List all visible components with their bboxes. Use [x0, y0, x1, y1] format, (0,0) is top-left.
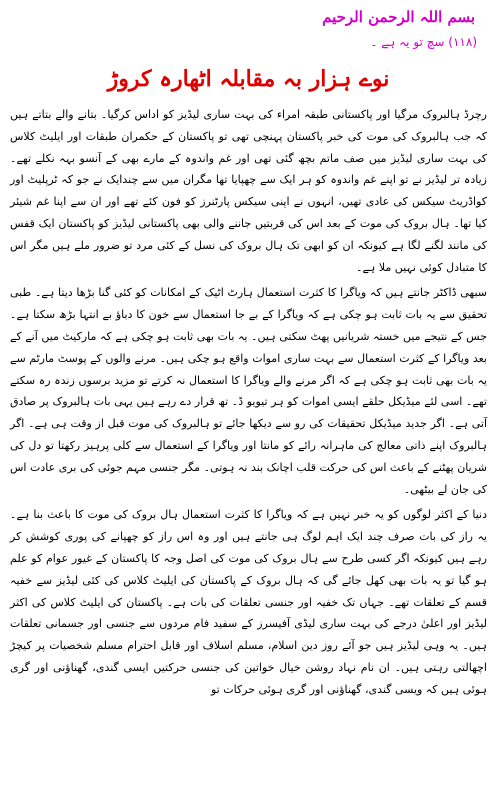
basmala: بسم اللہ الرحمن الرحیم	[322, 8, 475, 26]
paragraph-2: سبھی ڈاکٹر جانتے ہیں کہ ویاگرا کا کثرت استعمال ہارٹ اٹیک کے امکانات کو کئی گنا بڑھا دیتا ہے۔ طبی تحقیق سے یہ بات ثابت ہو چکی ہے کہ ویاگرا کے بے جا استعمال سے خون کا دباؤ بے انتہا بڑھ سکتا ہے۔ جس کے نتیجے میں خستہ شریانیں پھٹ سکتی ہیں۔ یہ بات بھی ثابت ہو چکی ہے کہ مارکیٹ میں آنے کے بعد ویاگرا کے کثرت استعمال سے بہت ساری اموات واقع ہو چکی ہیں۔ مرنے والوں کے پوسٹ مارٹم سے یہ بات بھی ثابت ہو چکی ہے کہ اگر مرنے والے ویاگرا کا استعمال نہ کرتے تو مزید برسوں زندہ رہ سکتے تھے۔ اسی لئے میڈیکل حلقے ایسی اموات کو ہر تیویو ڈ۔ تھ قرار دے رہے ہیں یہی بات ہالبروک پر صادق آتی ہے۔ اگر جدید میڈیکل تحقیقات کی رو سے دیکھا جائے تو ہالبروک کی موت قبل از وقت ہی ہے۔ اگر ہالبروک اپنے ذاتی معالج کی ماہرانہ رائے کو مانتا اور ویاگرا کے استعمال سے کلی پرہیز رکھتا تو دل کی شریان پھٹنے کے باعث اس کی حرکت قلب اچانک بند نہ ہوتی۔ مگر جنسی مہم جوئی کی بری عادت اس کی جان لے بیٹھی۔	[10, 286, 487, 496]
paragraph-1: رچرڈ ہالبروک مرگیا اور پاکستانی طبقہ امراء کی بہت ساری لیڈیز کو اداس کرگیا۔ بتانے والے بتاتے ہیں کہ جب ہالبروک کی موت کی خبر پاکستان پہنچی تھی تو پاکستان کے حکمران طبقات اور ایلیٹ کلاس کی بہت ساری لیڈیز میں صف ماتم بچھ گئی تھی اور غم واندوہ کے مارے بھی کے آنسو بہہ نکلے تھے۔ زیادہ تر لیڈیز نے تو اپنے غم واندوہ کو ہر ایک سے چھپایا تھا مگران میں سے چندایک نے جو کہ ٹرپلیٹ اور کواڈریٹ سیکس کی عادی تھیں، انہوں نے اپنی سیکس پارٹنرز کو فون کئے تھے اور ان سے اپنا غم شیئر کیا تھا۔ ہال بروک کی موت کے بعد اس کی قربتیں جاننے والی بھی پاکستانی لیڈیز کو پاکستان ایک قفس کی مانند لگنے لگا ہے کیونکہ ان کو ابھی تک ہال بروک کی نسل کے کئی مرد تو ضرور ملے ہیں مگر اس کا متبادل کوئی نہیں ملا ہے۔	[10, 108, 487, 274]
article-title: نوے ہزار بہ مقابلہ اٹھارہ کروڑ	[107, 66, 390, 92]
paragraph-3: دنیا کے اکثر لوگوں کو یہ خبر نہیں ہے کہ ویاگرا کا کثرت استعمال ہال بروک کی موت کا باعث بنا ہے۔ یہ راز کی بات صرف چند ایک اہم لوگ ہی جانتے ہیں اور وہ اس راز کو چھپانے کی پوری کوشش کر رہے ہیں کیونکہ اگر کسی طرح سے ہال بروک کی موت کی اصل وجہ کا پاکستان کے غیور عوام کو علم ہو گیا تو یہ بات بھی کھل جائے گی کہ ہال بروک کے پاکستان کی ایلیٹ کلاس کی کئی لیڈیز سے خفیہ قسم کے تعلقات تھے۔ جہاں تک خفیہ اور جنسی تعلقات کی بات ہے۔ پاکستان کی ایلیٹ کلاس کی اکثر لیڈیز اور اعلیٰ درجے کی بہت ساری لیڈی آفیسرز کے سفید فام مردوں سے جنسی اور جسمانی تعلقات ہیں۔ یہ وہی لیڈیز ہیں جو آئے روز دین اسلام، مسلم اسلاف اور قابل احترام مسلم شخصیات پر کیچڑ اچھالتی رہتی ہیں۔ ان نام نہاد روشن خیال خواتین کی جنسی حرکتیں ایسی گندی، گھناؤنی اور گری ہوئی ہیں کہ ویسی گندی، گھناؤنی اور گری ہوئی حرکات تو	[10, 508, 487, 696]
chapter-quote: (۱۱۸) سچ تو یہ ہے ۔	[370, 35, 477, 49]
